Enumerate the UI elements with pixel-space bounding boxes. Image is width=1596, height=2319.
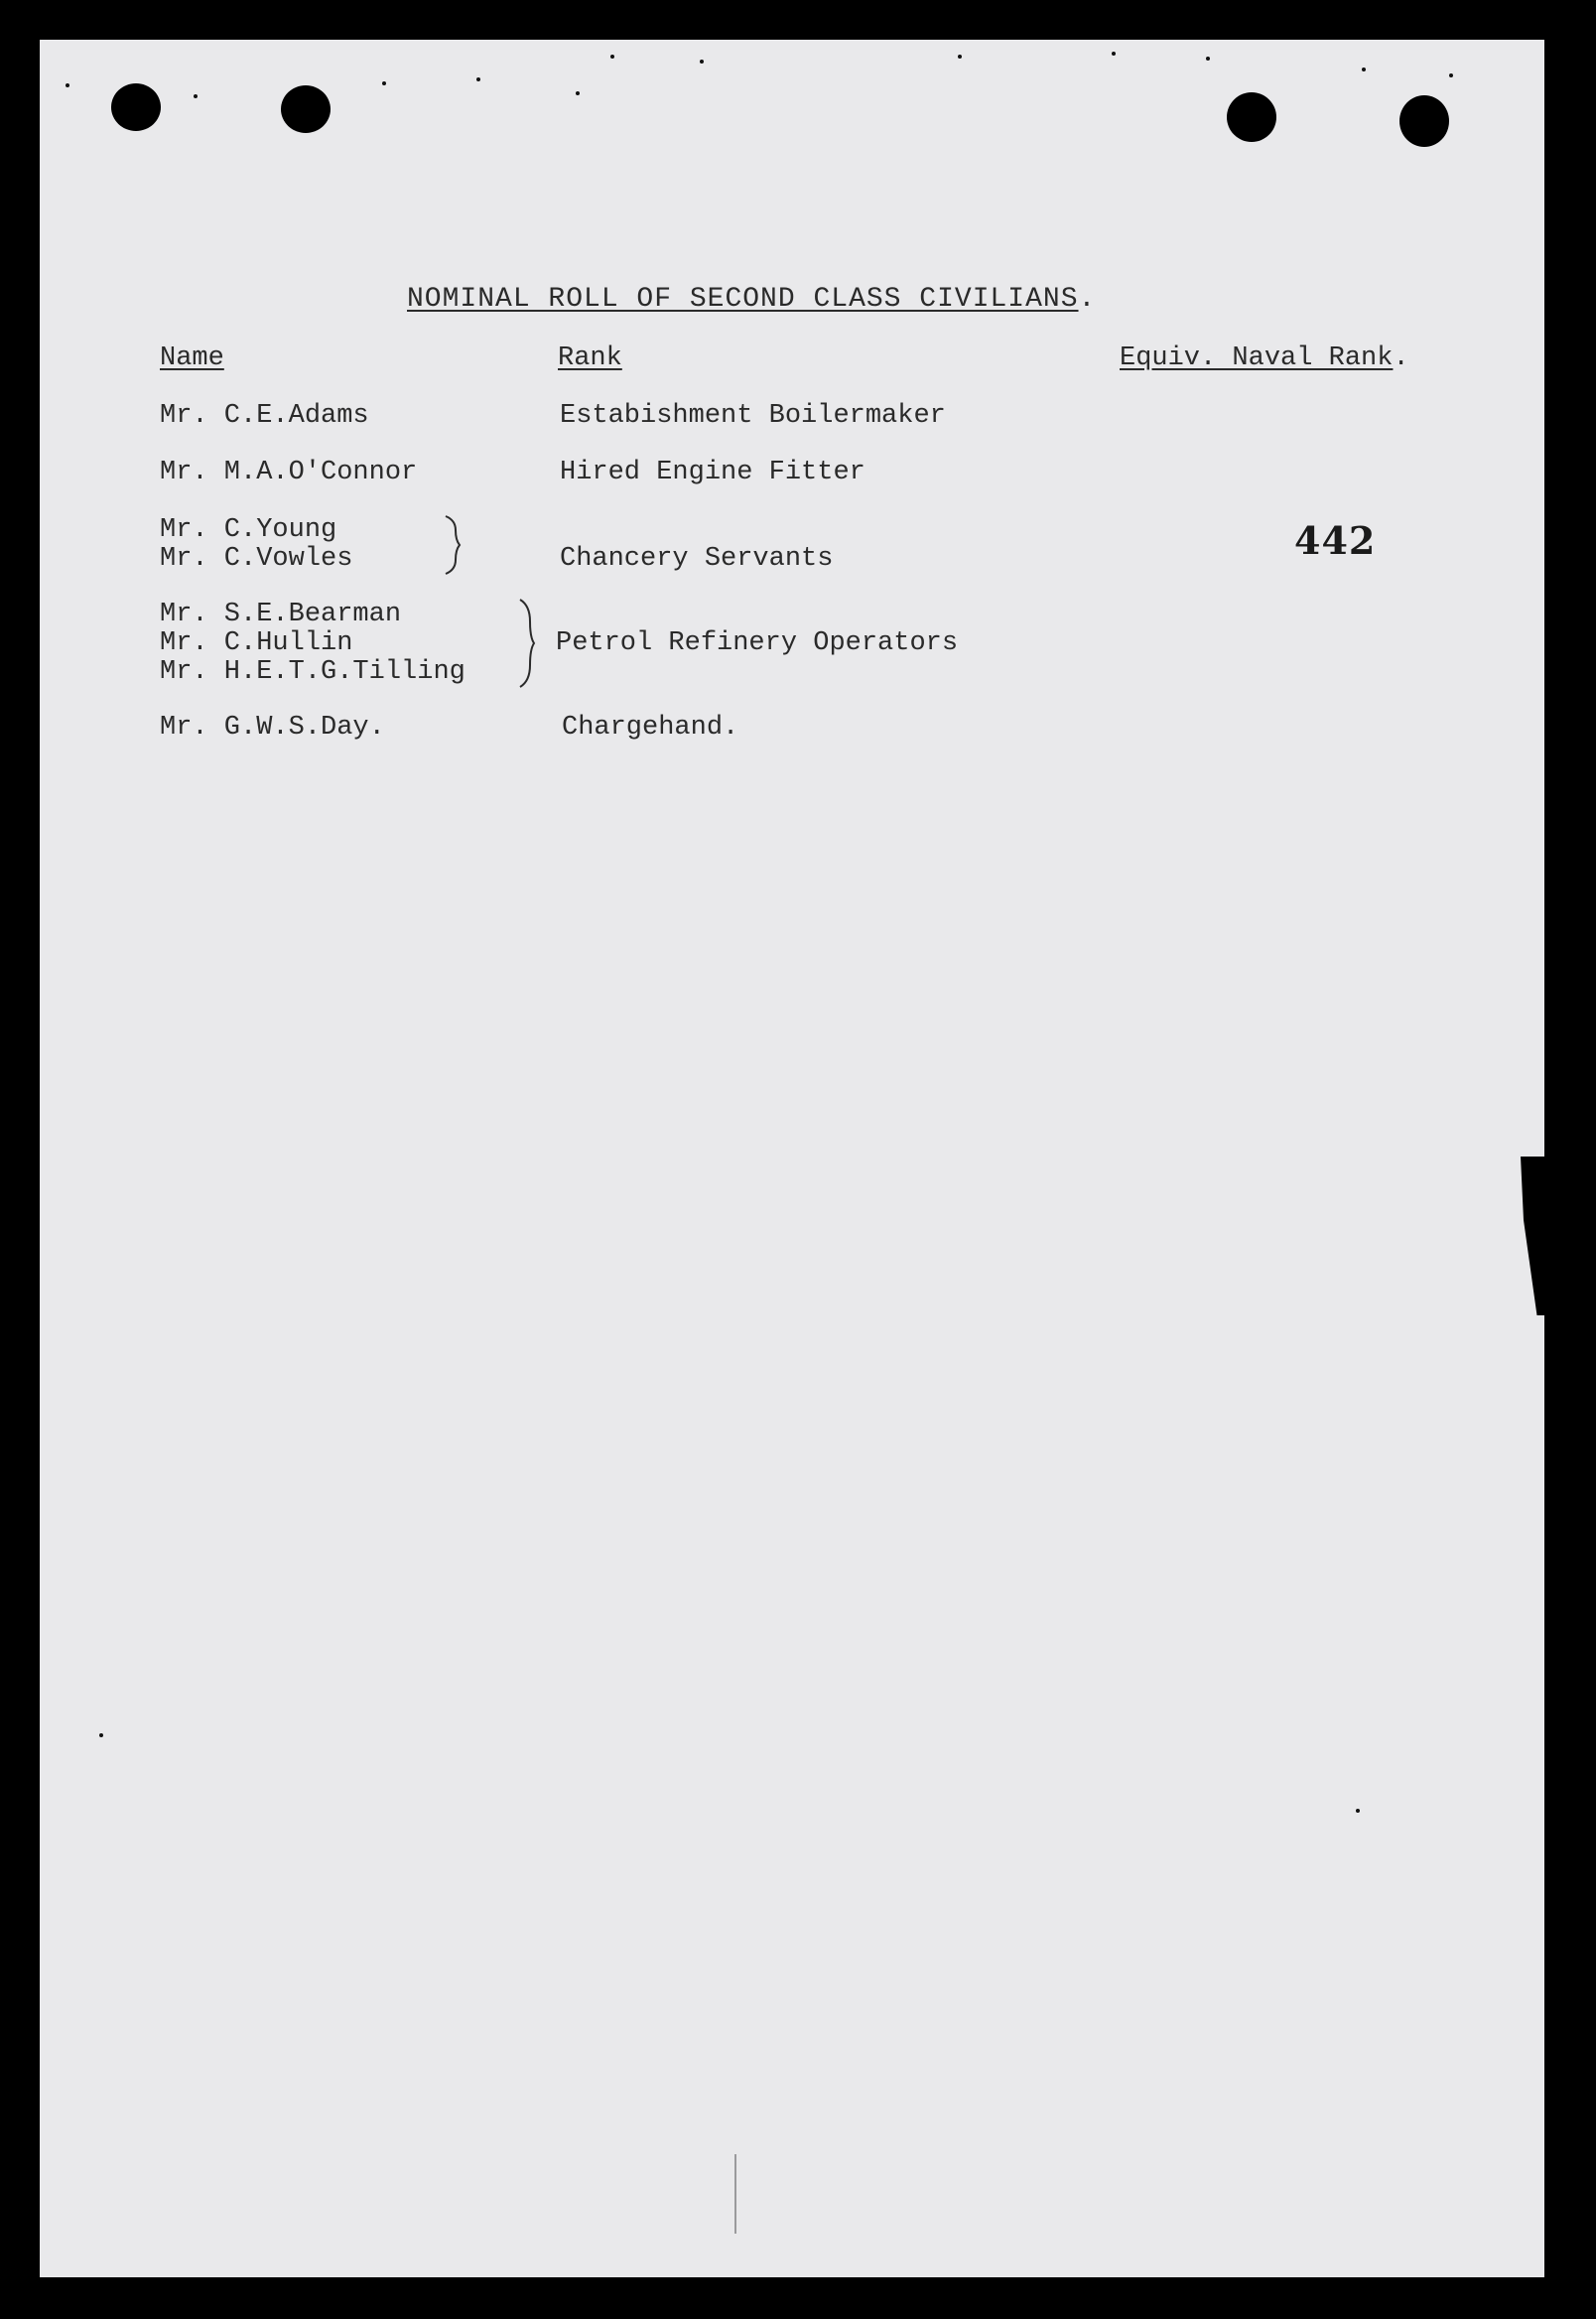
entry-name: Mr. C.Hullin (160, 628, 353, 658)
entry-name: Mr. S.E.Bearman (160, 600, 402, 629)
brace-group-chancery (442, 514, 462, 576)
speck (99, 1733, 103, 1737)
entry-name: Mr. G.W.S.Day. (160, 713, 385, 743)
speck (194, 94, 198, 98)
entry-name: Mr. C.E.Adams (160, 401, 369, 431)
document-sheet (40, 40, 1544, 2277)
document-title (407, 284, 1096, 315)
punch-hole-left-1 (111, 83, 161, 131)
entry-rank: Chargehand. (562, 713, 739, 743)
entry-name: Mr. C.Young (160, 515, 337, 545)
punch-hole-right-1 (1227, 92, 1276, 142)
speck (610, 55, 614, 59)
page-number-stamp: 442 (1294, 518, 1377, 563)
speck (1356, 1809, 1360, 1813)
title-text: NOMINAL ROLL OF SECOND CLASS CIVILIANS (407, 284, 1079, 315)
column-header-rank: Rank (558, 343, 622, 373)
speck (382, 81, 386, 85)
speck (66, 83, 69, 87)
title-suffix: . (1078, 284, 1097, 315)
speck (576, 91, 580, 95)
speck (700, 60, 704, 64)
entry-rank: Estabishment Boilermaker (560, 401, 946, 431)
speck (1206, 57, 1210, 61)
speck (1449, 73, 1453, 77)
paper-fold-mark (734, 2154, 736, 2234)
entry-name: Mr. M.A.O'Connor (160, 458, 418, 487)
speck (476, 77, 480, 81)
speck (1112, 52, 1116, 56)
entry-name: Mr. H.E.T.G.Tilling (160, 657, 466, 687)
column-header-name: Name (160, 343, 224, 373)
entry-rank: Chancery Servants (560, 544, 834, 574)
equiv-header-suffix: . (1393, 343, 1409, 373)
punch-hole-left-2 (281, 85, 331, 133)
entry-name: Mr. C.Vowles (160, 544, 353, 574)
punch-hole-right-2 (1399, 95, 1449, 147)
entry-rank: Hired Engine Fitter (560, 458, 865, 487)
speck (1362, 68, 1366, 71)
speck (958, 55, 962, 59)
entry-rank: Petrol Refinery Operators (556, 628, 959, 658)
brace-group-petrol (516, 598, 538, 689)
column-header-equiv (1120, 343, 1409, 373)
equiv-header-text: Equiv. Naval Rank (1120, 343, 1394, 373)
